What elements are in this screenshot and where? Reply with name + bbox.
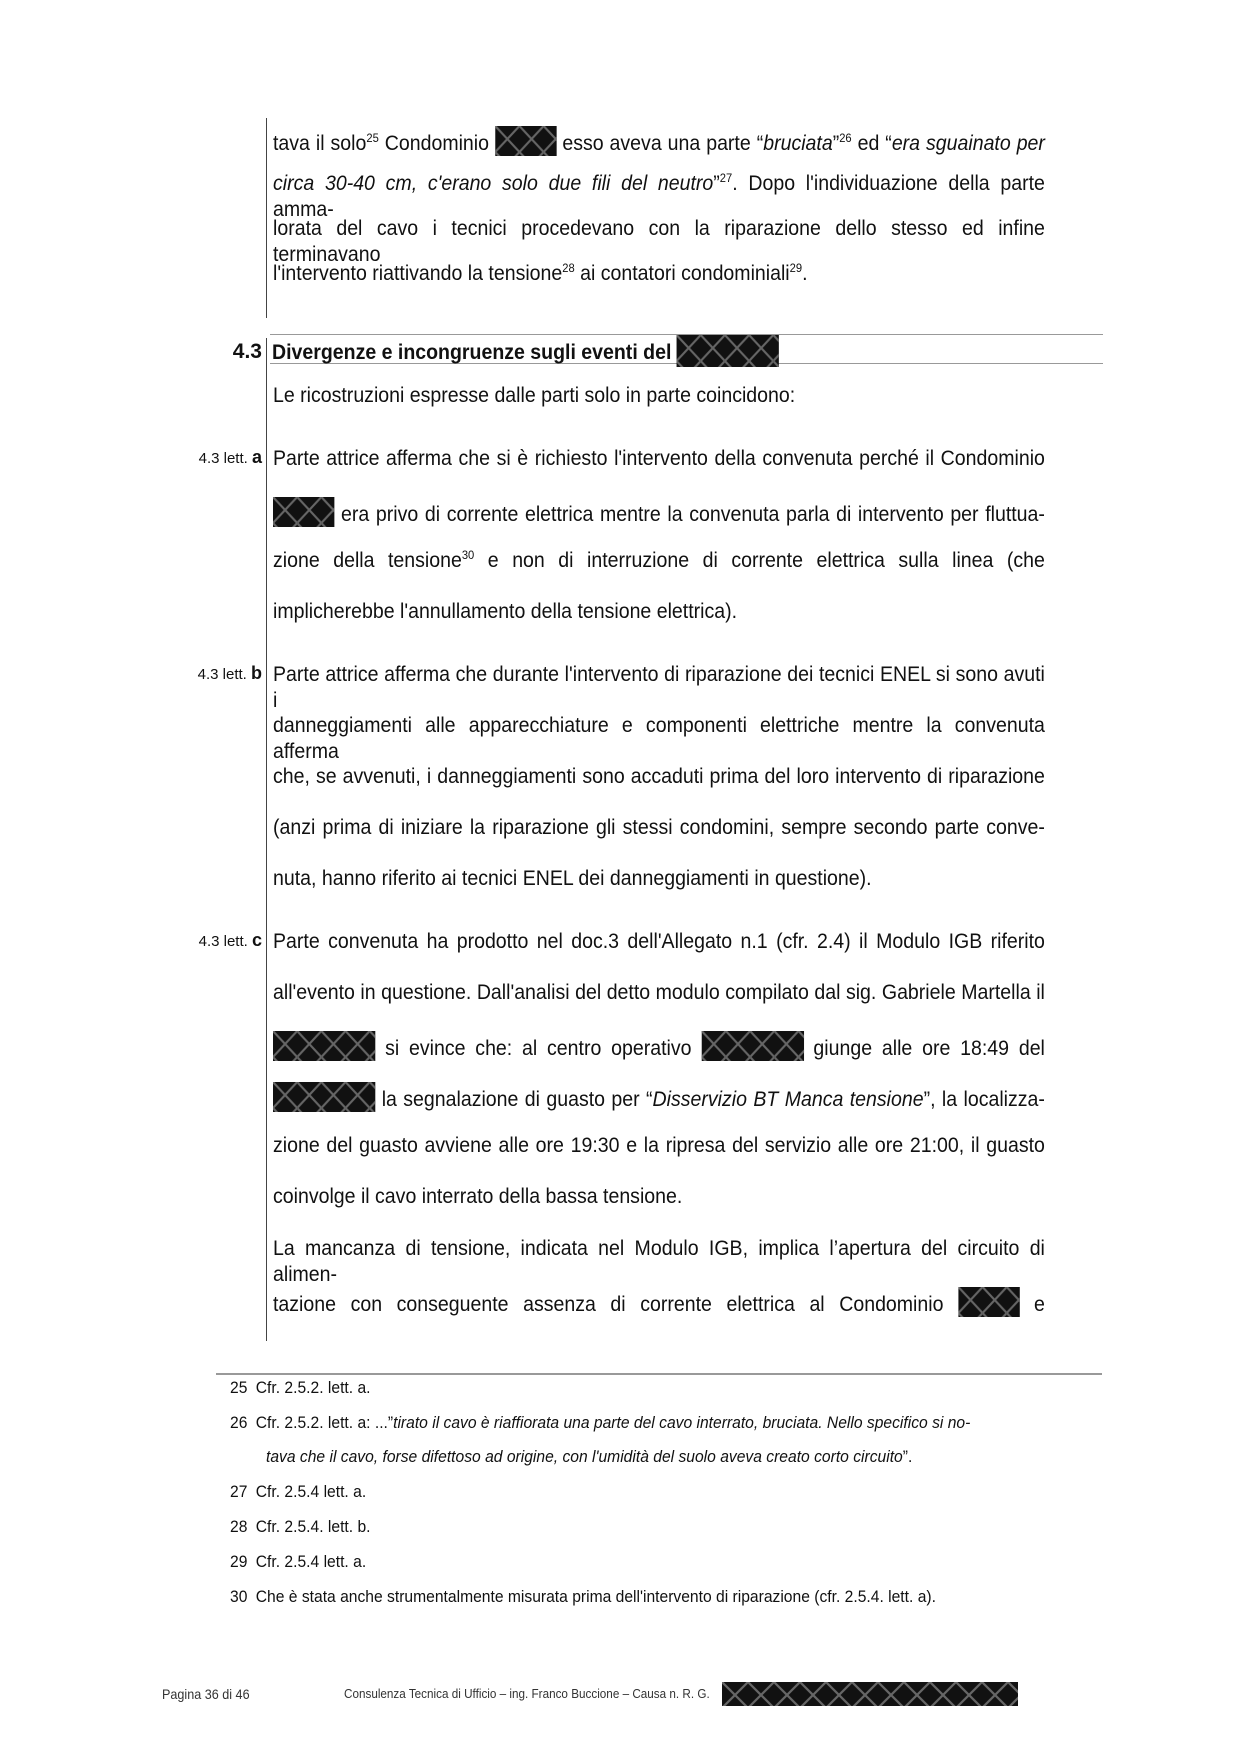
text-line: all'evento in questione. Dall'analisi del detto modulo compilato dal sig. Gabriele Martella il bbox=[273, 981, 1045, 1004]
item-label-a: 4.3 lett. a bbox=[198, 447, 262, 467]
footer-text: Consulenza Tecnica di Ufficio – ing. Franco Buccione – Causa n. R. G. bbox=[344, 1686, 710, 1701]
footnote: 29 Cfr. 2.5.4 lett. a. bbox=[230, 1552, 367, 1571]
redaction-block bbox=[677, 335, 779, 367]
intro-text: Le ricostruzioni espresse dalle parti solo in parte coincidono: bbox=[273, 384, 796, 407]
footnote-continuation: tava che il cavo, forse difettoso ad origine, con l'umidità del suolo aveva creato corto circuito”. bbox=[266, 1447, 913, 1466]
text-line: tava il solo$^{25}$ Condominio esso aveva una parte “bruciata”$^{26}$ ed “era sguainato per bbox=[273, 126, 1045, 152]
redaction-block bbox=[722, 1682, 1018, 1706]
text-line: Parte attrice afferma che durante l'intervento di riparazione dei tecnici ENEL si sono avuti i bbox=[273, 663, 1045, 712]
redaction-block bbox=[958, 1287, 1019, 1317]
footnote: 26 Cfr. 2.5.2. lett. a: ...”tirato il cavo è riaffiorata una parte del cavo interrato, bruciata. Nello specifico si no- bbox=[230, 1413, 971, 1432]
footnote: 30 Che è stata anche strumentalmente misurata prima dell'intervento di riparazione (cfr. 2.5.4. lett. a). bbox=[230, 1587, 936, 1606]
text-line: Parte attrice afferma che si è richiesto l'intervento della convenuta perché il Condominio bbox=[273, 447, 1045, 470]
text-line: lorata del cavo i tecnici procedevano con la riparazione dello stesso ed infine terminavano bbox=[273, 217, 1045, 266]
redaction-block bbox=[273, 1082, 375, 1112]
text-line: implicherebbe l'annullamento della tensione elettrica). bbox=[273, 600, 738, 623]
text-line: l'intervento riattivando la tensione$^{28}$ ai contatori condominiali$^{29}$. bbox=[273, 261, 808, 285]
text-line: che, se avvenuti, i danneggiamenti sono accaduti prima del loro intervento di riparazione bbox=[273, 765, 1045, 788]
text-line: zione della tensione$^{30}$ e non di interruzione di corrente elettrica sulla linea (che bbox=[273, 548, 1045, 572]
text-line: coinvolge il cavo interrato della bassa tensione. bbox=[273, 1185, 683, 1208]
text-line: la segnalazione di guasto per “Disservizio BT Manca tensione”, la localizza- bbox=[273, 1082, 1045, 1108]
text-line: si evince che: al centro operativo giunge alle ore 18:49 del bbox=[273, 1031, 1045, 1057]
redaction-block bbox=[701, 1031, 803, 1061]
redaction-block bbox=[273, 1031, 375, 1061]
text-line: zione del guasto avviene alle ore 19:30 e la ripresa del servizio alle ore 21:00, il guasto bbox=[273, 1134, 1045, 1157]
margin-rule bbox=[266, 338, 267, 1341]
footnote: 28 Cfr. 2.5.4. lett. b. bbox=[230, 1517, 371, 1536]
item-label-b: 4.3 lett. b bbox=[197, 663, 262, 683]
text-line: danneggiamenti alle apparecchiature e componenti elettriche mentre la convenuta afferma bbox=[273, 714, 1045, 763]
footnote: 27 Cfr. 2.5.4 lett. a. bbox=[230, 1482, 367, 1501]
section-heading: Divergenze e incongruenze sugli eventi del bbox=[270, 334, 1103, 364]
redaction-block bbox=[495, 126, 556, 156]
page-number: Pagina 36 di 46 bbox=[162, 1686, 250, 1702]
section-number: 4.3 bbox=[232, 340, 262, 363]
footnote: 25 Cfr. 2.5.2. lett. a. bbox=[230, 1378, 371, 1397]
redaction-block bbox=[273, 497, 334, 527]
footnote-separator bbox=[216, 1373, 1102, 1375]
text-line: nuta, hanno riferito ai tecnici ENEL dei danneggiamenti in questione). bbox=[273, 867, 872, 890]
text-line: La mancanza di tensione, indicata nel Modulo IGB, implica l’apertura del circuito di alimen- bbox=[273, 1237, 1045, 1286]
item-label-c: 4.3 lett. c bbox=[198, 930, 262, 950]
text-line: Parte convenuta ha prodotto nel doc.3 dell'Allegato n.1 (cfr. 2.4) il Modulo IGB riferito bbox=[273, 930, 1045, 953]
text-line: (anzi prima di iniziare la riparazione gli stessi condomini, sempre secondo parte conve- bbox=[273, 816, 1045, 839]
text-line: circa 30-40 cm, c'erano solo due fili del neutro”$^{27}$. Dopo l'individuazione della parte amma- bbox=[273, 171, 1045, 221]
margin-rule bbox=[266, 118, 267, 318]
text-line: tazione con conseguente assenza di corrente elettrica al Condominio e bbox=[273, 1287, 1045, 1313]
text-line: era privo di corrente elettrica mentre la convenuta parla di intervento per fluttua- bbox=[273, 497, 1045, 523]
